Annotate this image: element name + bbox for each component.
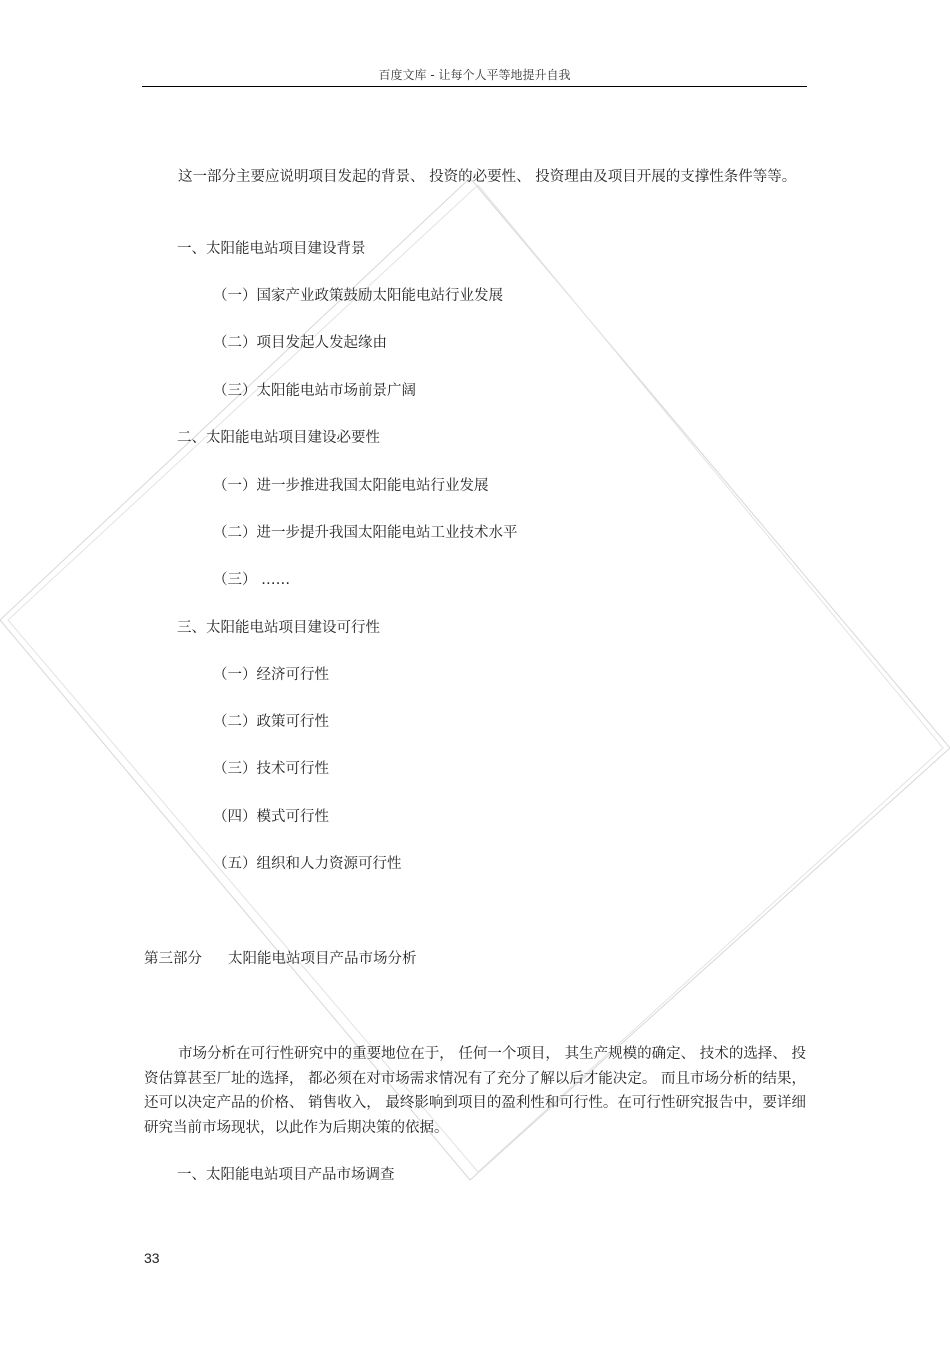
subheading-ellipsis: （三） ……: [213, 572, 291, 588]
heading-background: 一、太阳能电站项目建设背景: [177, 241, 366, 257]
subheading-technical: （三）技术可行性: [213, 761, 329, 777]
subheading-advance-industry: （一）进一步推进我国太阳能电站行业发展: [213, 478, 489, 494]
page-header: 百度文库 - 让每个人平等地提升自我: [378, 68, 571, 82]
subheading-initiator: （二）项目发起人发起缘由: [213, 335, 387, 351]
subheading-improve-tech: （二）进一步提升我国太阳能电站工业技术水平: [213, 525, 518, 541]
heading-market-survey: 一、太阳能电站项目产品市场调查: [177, 1167, 395, 1183]
heading-necessity: 二、太阳能电站项目建设必要性: [177, 430, 380, 446]
subheading-model: （四）模式可行性: [213, 809, 329, 825]
subheading-market-prospect: （三）太阳能电站市场前景广阔: [213, 383, 416, 399]
market-analysis-paragraph: 市场分析在可行性研究中的重要地位在于， 任何一个项目， 其生产规模的确定、 技术的选择、 投资估算甚至厂址的选择， 都必须在对市场需求情况有了充分了解以后才能决定。 而且市场分析的结果， 还可以决定产品的价格、 销售收入， 最终影响到项目的盈利性和可行性。在可行性研究报告中，要详细研究当前市场现状，以此作为后期决策的依据。: [144, 1046, 806, 1136]
part-title: 太阳能电站项目产品市场分析: [228, 951, 417, 967]
intro-paragraph: 这一部分主要应说明项目发起的背景、 投资的必要性、 投资理由及项目开展的支撑性条件等等。: [178, 169, 797, 185]
subheading-policy-feasibility: （二）政策可行性: [213, 714, 329, 730]
subheading-organization: （五）组织和人力资源可行性: [213, 856, 402, 872]
subheading-economic: （一）经济可行性: [213, 667, 329, 683]
header-divider: [142, 86, 807, 87]
heading-feasibility: 三、太阳能电站项目建设可行性: [177, 620, 380, 636]
subheading-policy: （一）国家产业政策鼓励太阳能电站行业发展: [213, 288, 503, 304]
part-label: 第三部分: [144, 951, 202, 967]
page-number: 33: [144, 1250, 160, 1266]
